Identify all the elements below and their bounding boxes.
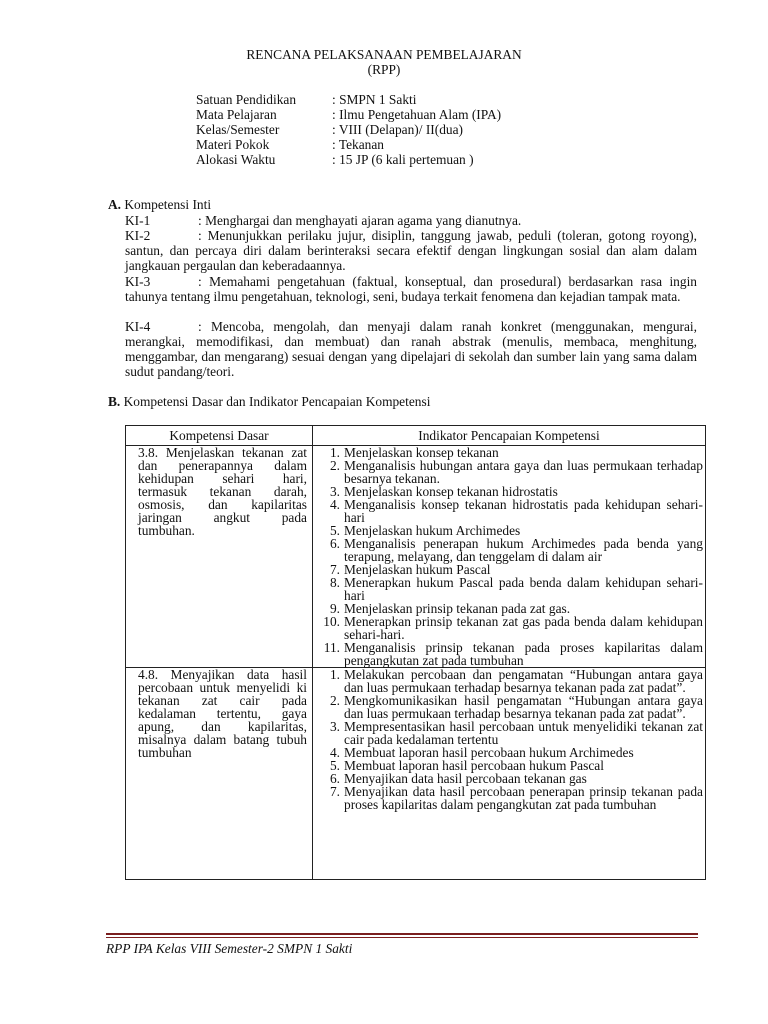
ki-code: KI-3 (125, 274, 151, 289)
ki-text: : Mencoba, mengolah, dan menyaji dalam ranah konkret (menggunakan, mengurai, merangkai, memodifikasi, dan membuat) dan ranah abstrak (menulis, membaca, menghitung, menggambar, dan mengarang) sesuai dengan yang dipelajari di sekolah dan sumber lain yang sama dalam sudut pandang/teori. (125, 319, 697, 379)
indicator-text: Menerapkan hukum Pascal pada benda dalam kehidupan sehari-hari (344, 575, 703, 603)
list-item (313, 498, 703, 524)
indicator-cell (313, 446, 706, 668)
identity-label: Alokasi Waktu (196, 152, 276, 167)
ki-code: KI-4 (125, 319, 151, 334)
ki-text: : Memahami pengetahuan (faktual, konseptual, dan prosedural) berdasarkan rasa ingin tahunya tentang ilmu pengetahuan, teknologi, seni, budaya terkait fenomena dan kejadian tampak mata. (125, 274, 697, 304)
indicator-text: Menganalisis hubungan antara gaya dan luas permukaan terhadap besarnya tekanan. (344, 458, 703, 486)
indicator-number: 9. (329, 601, 340, 616)
section-a-heading (108, 197, 211, 212)
identity-row (196, 137, 501, 152)
indicator-text: Menjelaskan prinsip tekanan pada zat gas. (344, 601, 571, 616)
indicator-text: Menganalisis penerapan hukum Archimedes pada benda yang terapung, melayang, dan tenggelam di dalam air (344, 536, 703, 564)
indicator-number: 7. (329, 562, 340, 577)
indicator-text: Menerapkan prinsip tekanan zat gas pada benda dalam kehidupan sehari-hari. (344, 614, 703, 642)
indicator-number: 2. (329, 693, 340, 708)
indicator-number: 4. (329, 497, 340, 512)
ki-code: KI-1 (125, 213, 151, 228)
indicator-number: 6. (329, 536, 340, 551)
indicator-text: Mempresentasikan hasil percobaan untuk menyelidiki tekanan zat cair pada kedalaman tertentu (344, 719, 703, 747)
kd-cell (126, 668, 313, 880)
identity-value: : Tekanan (332, 137, 384, 152)
indicator-number: 10. (323, 614, 340, 629)
list-item (313, 641, 703, 667)
indicator-text: Menjelaskan konsep tekanan hidrostatis (344, 484, 558, 499)
indicator-number: 8. (329, 575, 340, 590)
ki-item (125, 213, 697, 228)
list-item (313, 668, 703, 694)
indicator-number: 1. (329, 667, 340, 682)
competency-table (125, 425, 706, 880)
table-header-row (126, 426, 706, 446)
section-a-title: Kompetensi Inti (124, 197, 212, 212)
identity-value: : VIII (Delapan)/ II(dua) (332, 122, 463, 137)
kd-cell (126, 446, 313, 668)
list-item (313, 720, 703, 746)
identity-value: : SMPN 1 Sakti (332, 92, 417, 107)
indicator-text: Mengkomunikasikan hasil pengamatan “Hubungan antara gaya dan luas permukaan terhadap besarnya tekanan pada zat padat”. (344, 693, 703, 721)
indicator-text: Membuat laporan hasil percobaan hukum Archimedes (344, 745, 634, 760)
indicator-list (313, 446, 705, 667)
footer-divider (106, 937, 698, 938)
indicator-text: Menjelaskan hukum Pascal (344, 562, 491, 577)
identity-row (196, 92, 501, 107)
footer-divider (106, 933, 698, 935)
indicator-text: Membuat laporan hasil percobaan hukum Pascal (344, 758, 604, 773)
indicator-list (313, 668, 705, 811)
section-b-heading (108, 394, 430, 409)
indicator-text: Menyajikan data hasil percobaan tekanan gas (344, 771, 587, 786)
ki-item (125, 274, 697, 304)
indicator-number: 3. (329, 484, 340, 499)
indicator-number: 5. (329, 758, 340, 773)
indicator-text: Menjelaskan konsep tekanan (344, 445, 499, 460)
indicator-number: 4. (329, 745, 340, 760)
indicator-text: Menjelaskan hukum Archimedes (344, 523, 521, 538)
indicator-number: 6. (329, 771, 340, 786)
page-footer: RPP IPA Kelas VIII Semester-2 SMPN 1 Sakti (106, 941, 353, 956)
list-item (313, 785, 703, 811)
identity-block (196, 92, 501, 167)
indicator-number: 7. (329, 784, 340, 799)
identity-label: Kelas/Semester (196, 122, 280, 137)
ki-code: KI-2 (125, 228, 151, 243)
ki-text: : Menunjukkan perilaku jujur, disiplin, tanggung jawab, peduli (toleran, gotong royong), santun, dan percaya diri dalam berinteraksi secara efektif dengan lingkungan sosial dan alam dalam jangkauan pergaulan dan keberadaannya. (125, 228, 697, 273)
list-item (313, 459, 703, 485)
section-b-letter: B. (108, 394, 121, 409)
table-row (126, 668, 706, 880)
list-item (313, 694, 703, 720)
indicator-number: 5. (329, 523, 340, 538)
identity-row (196, 152, 501, 167)
kd-text: 3.8. Menjelaskan tekanan zat dan penerapannya dalam kehidupan sehari hari, termasuk tekanan darah, osmosis, dan kapilaritas jaringan angkut pada tumbuhan. (138, 445, 307, 538)
kd-text: 4.8. Menyajikan data hasil percobaan untuk menyelidi ki tekanan zat cair pada kedalaman tertentu, gaya apung, dan kapilaritas, misalnya dalam batang tubuh tumbuhan (138, 667, 307, 760)
document-title: RENCANA PELAKSANAAN PEMBELAJARAN (246, 47, 522, 62)
section-b-title: Kompetensi Dasar dan Indikator Pencapaian Kompetensi (123, 394, 431, 409)
indicator-text: Menganalisis prinsip tekanan pada proses kapilaritas dalam pengangkutan zat pada tumbuhan (344, 640, 703, 668)
indicator-text: Menyajikan data hasil percobaan penerapan prinsip tekanan pada proses kapilaritas dalam pengangkutan zat pada tumbuhan (344, 784, 703, 812)
identity-value: : 15 JP (6 kali pertemuan ) (332, 152, 474, 167)
list-item (313, 576, 703, 602)
identity-row (196, 122, 501, 137)
indicator-text: Menganalisis konsep tekanan hidrostatis pada kehidupan sehari-hari (344, 497, 703, 525)
ki-item (125, 228, 697, 273)
indicator-number: 3. (329, 719, 340, 734)
table-row (126, 446, 706, 668)
identity-value: : Ilmu Pengetahuan Alam (IPA) (332, 107, 502, 122)
indicator-text: Melakukan percobaan dan pengamatan “Hubungan antara gaya dan luas permukaan terhadap besarnya tekanan pada zat padat”. (344, 667, 703, 695)
ki-item (125, 319, 697, 379)
indicator-cell (313, 668, 706, 880)
column-header: Indikator Pencapaian Kompetensi (313, 426, 706, 446)
identity-row (196, 107, 501, 122)
identity-label: Materi Pokok (196, 137, 270, 152)
list-item (313, 537, 703, 563)
indicator-number: 2. (329, 458, 340, 473)
indicator-number: 1. (329, 445, 340, 460)
list-item (313, 615, 703, 641)
indicator-number: 11. (323, 640, 340, 655)
document-subtitle: (RPP) (367, 62, 401, 77)
section-a-letter: A. (108, 197, 122, 212)
identity-label: Satuan Pendidikan (196, 92, 297, 107)
identity-label: Mata Pelajaran (196, 107, 277, 122)
ki-text: : Menghargai dan menghayati ajaran agama yang dianutnya. (198, 213, 522, 228)
column-header: Kompetensi Dasar (126, 426, 313, 446)
